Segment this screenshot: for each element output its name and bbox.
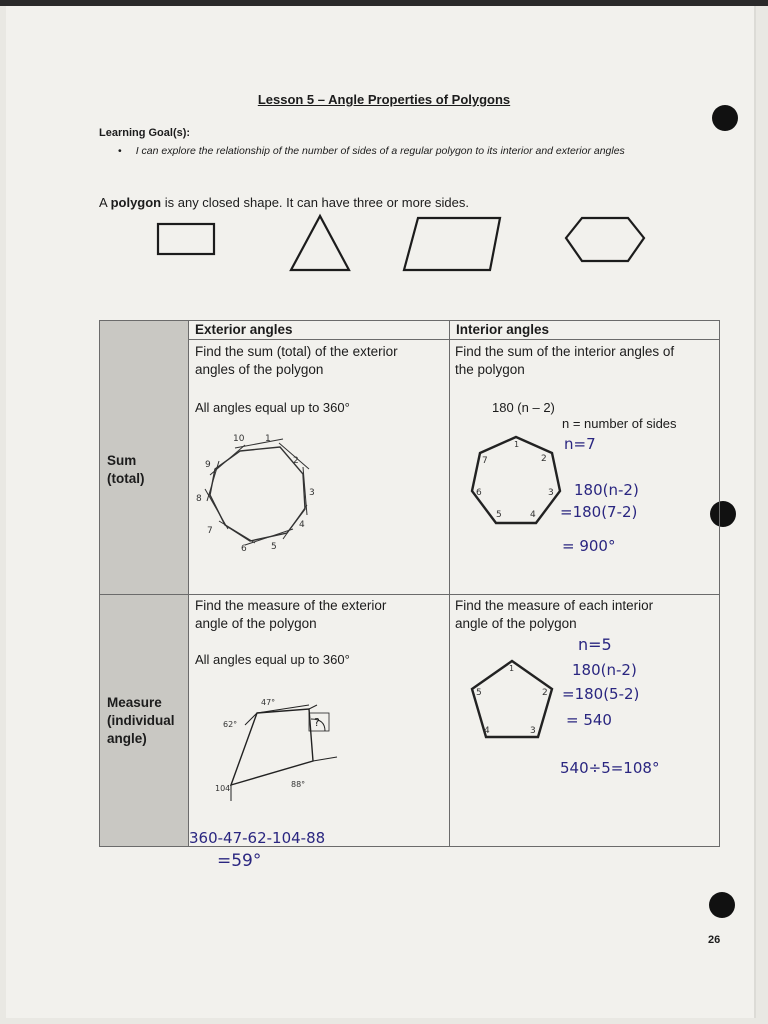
diagram-number: 2: [542, 688, 548, 698]
interior-sum-formula: 180 (n – 2): [492, 400, 555, 415]
prompt-line: angle of the polygon: [455, 616, 577, 631]
punch-hole-top: [712, 105, 738, 131]
definition-prefix: A: [99, 195, 111, 210]
exterior-sum-cell: [189, 321, 450, 595]
angle-label: 62°: [223, 720, 238, 729]
angle-label: 88°: [291, 780, 306, 789]
lesson-title: Lesson 5 – Angle Properties of Polygons: [257, 92, 511, 107]
handwritten-answer: = 900°: [562, 537, 616, 555]
diagram-number: 8: [196, 494, 202, 504]
prompt-line: Find the sum (total) of the exterior: [195, 344, 398, 359]
diagram-number: 1: [509, 664, 515, 673]
diagram-number: 2: [541, 454, 547, 464]
row-label-line: Sum: [107, 453, 137, 468]
diagram-number: 2: [293, 456, 299, 466]
diagram-number: 4: [530, 510, 536, 520]
diagram-number: 9: [205, 460, 211, 470]
bullet-icon: •: [118, 145, 122, 157]
pentagon-diagram: [464, 655, 560, 745]
row-label-line: Measure: [107, 695, 162, 710]
handwritten-n: n=7: [564, 435, 596, 453]
angle-properties-table: [99, 320, 720, 871]
exterior-sum-note: All angles equal up to 360°: [195, 400, 350, 415]
diagram-number: 3: [530, 726, 536, 736]
unknown-angle-label: ?: [314, 716, 320, 729]
definition-rest: is any closed shape. It can have three or more sides.: [161, 195, 469, 210]
diagram-number: 1: [265, 434, 271, 444]
prompt-line: angle of the polygon: [195, 616, 317, 631]
diagram-number: 10: [233, 434, 245, 444]
triangle-shape: [291, 216, 349, 270]
prompt-line: Find the sum of the interior angles of: [455, 344, 675, 359]
handwritten-answer: =59°: [217, 851, 262, 871]
row-label-sum: [100, 321, 189, 595]
punch-hole-bottom: [709, 892, 735, 918]
row-label-line: angle): [107, 731, 147, 746]
diagram-number: 7: [207, 526, 213, 536]
exterior-measure-cell: [189, 595, 450, 871]
diagram-number: 4: [484, 726, 490, 736]
rectangle-shape: [158, 224, 214, 254]
polygon-definition: [99, 195, 469, 210]
diagram-number: 3: [548, 488, 554, 498]
prompt-line: Find the measure of each interior: [455, 598, 654, 613]
page-number: 26: [708, 934, 721, 946]
definition-term: polygon: [110, 195, 162, 210]
interior-measure-cell: [450, 595, 720, 847]
prompt-line: the polygon: [455, 362, 525, 377]
decagon-exterior-diagram: [195, 429, 325, 555]
handwritten-substitution: =180(7-2): [560, 503, 638, 521]
handwritten-answer: 540÷5=108°: [560, 759, 660, 777]
diagram-number: 7: [482, 456, 488, 466]
hexagon-shape: [566, 218, 644, 261]
heptagon-diagram: [468, 431, 564, 531]
quadrilateral-exterior-diagram: [209, 691, 349, 807]
interior-sum-cell: [450, 321, 720, 595]
diagram-number: 5: [271, 542, 277, 552]
diagram-number: 6: [241, 544, 247, 554]
parallelogram-shape: [404, 218, 500, 270]
handwritten-formula: 180(n-2): [574, 481, 639, 499]
angle-label: 47°: [261, 698, 276, 707]
diagram-number: 6: [476, 488, 482, 498]
angle-label: 104: [215, 784, 231, 793]
handwritten-sum: = 540: [566, 711, 612, 729]
handwritten-substitution: =180(5-2): [562, 685, 640, 703]
diagram-number: 5: [476, 688, 482, 698]
row-label-line: (individual: [107, 713, 175, 728]
diagram-number: 4: [299, 520, 305, 530]
diagram-number: 3: [309, 488, 315, 498]
row-label-line: (total): [107, 471, 145, 486]
diagram-number: 5: [496, 510, 502, 520]
row-label-measure: [100, 595, 189, 847]
learning-goal-text: I can explore the relationship of the number of sides of a regular polygon to its interior and exterior angles: [135, 145, 625, 157]
prompt-line: angles of the polygon: [195, 362, 324, 377]
learning-goal-item: [118, 145, 625, 157]
diagram-number: 1: [514, 440, 520, 449]
example-shapes: [150, 212, 650, 274]
exterior-measure-note: All angles equal up to 360°: [195, 652, 350, 667]
interior-angles-header: Interior angles: [450, 321, 719, 340]
handwritten-n: n=5: [578, 635, 612, 654]
exterior-angles-header: Exterior angles: [189, 321, 449, 340]
prompt-line: Find the measure of the exterior: [195, 598, 387, 613]
handwritten-formula: 180(n-2): [572, 661, 637, 679]
handwritten-subtraction: 360-47-62-104-88: [189, 829, 326, 847]
learning-goals-heading: Learning Goal(s):: [99, 127, 191, 139]
n-definition: n = number of sides: [562, 416, 677, 431]
